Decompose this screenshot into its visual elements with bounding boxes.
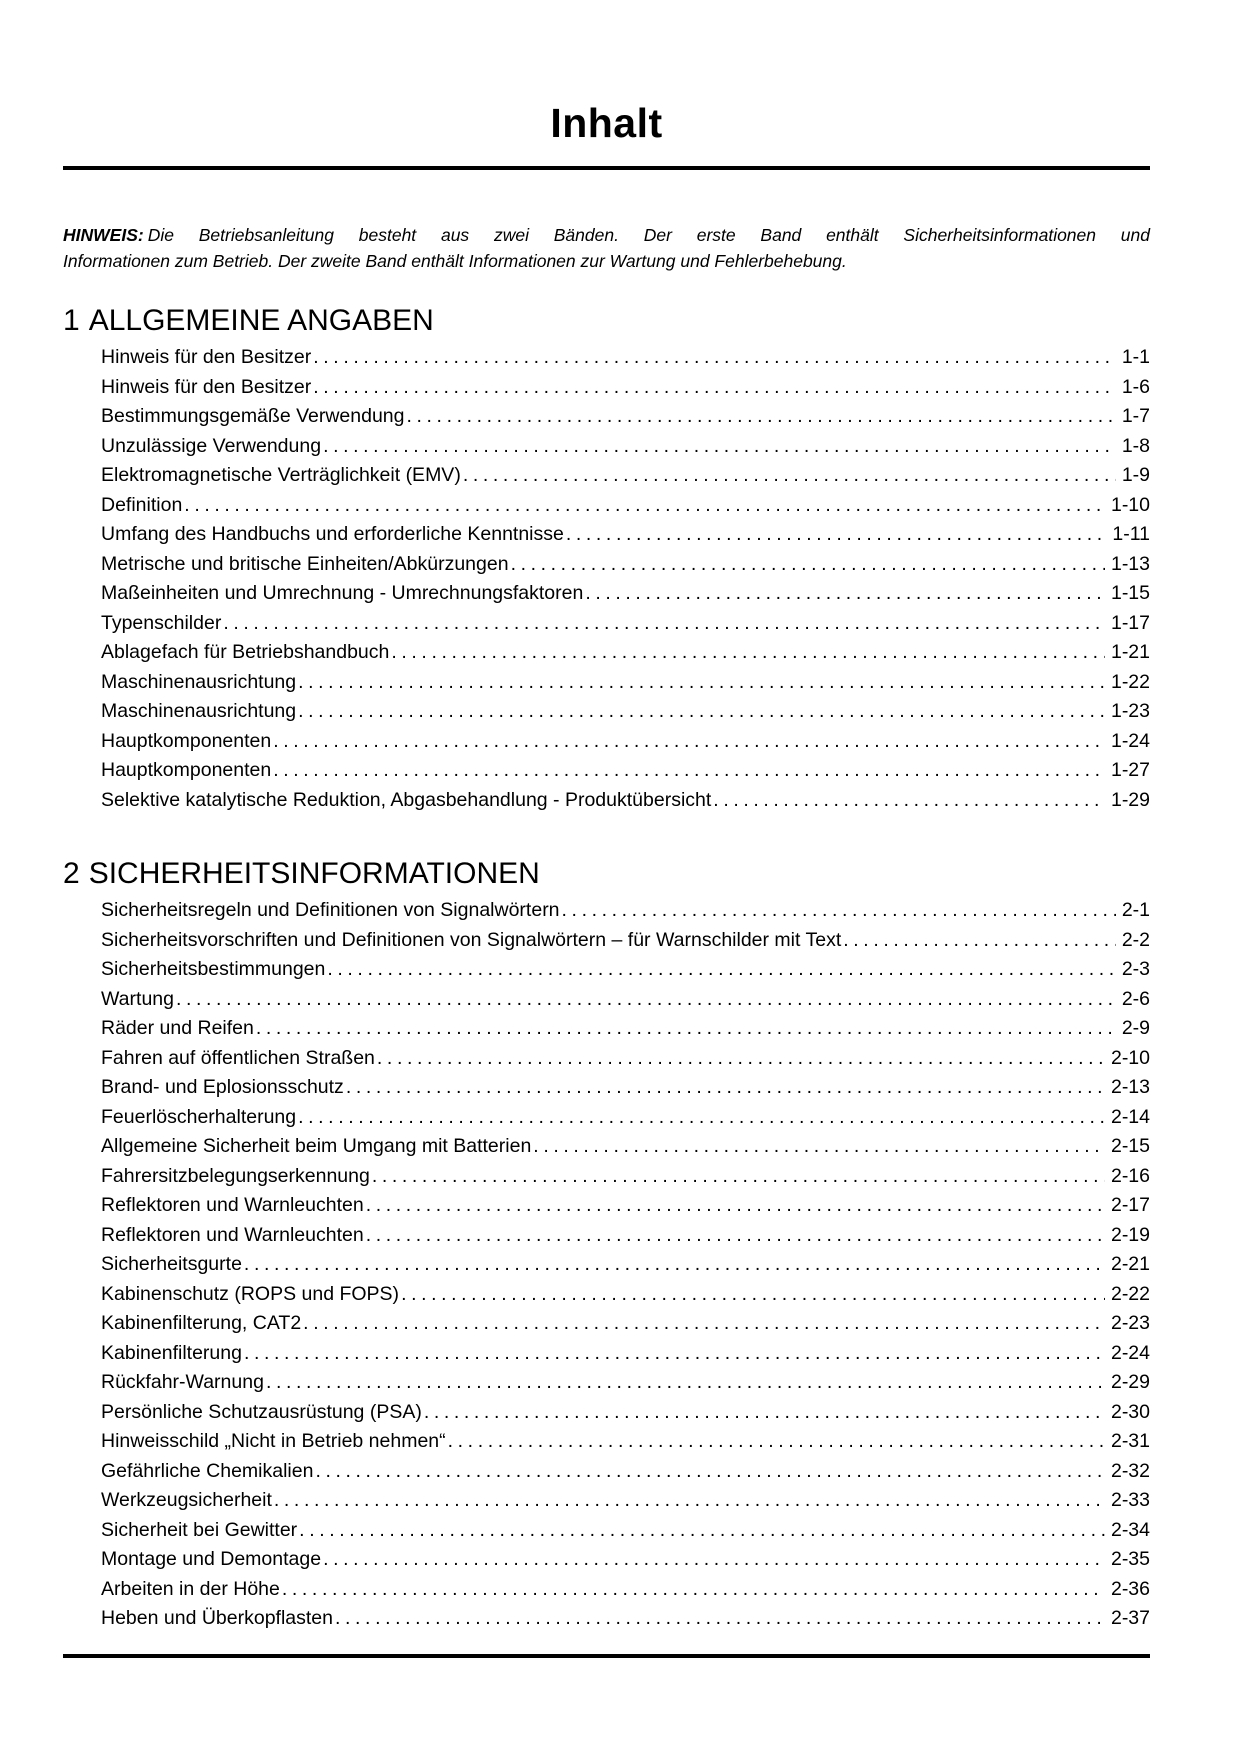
note-text-line-2: Informationen zum Betrieb. Der zweite Band enthält Informationen zur Wartung und Fehlerbehebung. <box>63 251 847 271</box>
dot-leader <box>256 1014 1116 1044</box>
toc-entry-page-number: 1-22 <box>1110 670 1150 693</box>
toc-entry-label: Feuerlöscherhalterung <box>101 1105 297 1128</box>
dot-leader <box>327 955 1115 985</box>
toc-entry-row <box>101 432 1150 462</box>
toc-entry-label: Reflektoren und Warnleuchten <box>101 1194 364 1216</box>
toc-entry-row <box>101 461 1150 491</box>
section-entries <box>63 896 1150 1634</box>
toc-entry-label: Fahren auf öffentlichen Straßen <box>101 1046 375 1069</box>
toc-entry-label: Montage und Demontage <box>101 1548 322 1570</box>
toc-entry-page-number: 2-32 <box>1110 1459 1150 1482</box>
toc-entry-row <box>101 1162 1150 1192</box>
toc-entry-label: Maßeinheiten und Umrechnung - Umrechnungsfaktoren <box>101 582 584 604</box>
dot-leader <box>315 1457 1105 1487</box>
toc-entry-page-number: 2-30 <box>1110 1400 1150 1423</box>
toc-entry-label: Definition <box>101 493 183 516</box>
toc-entry-page-number: 1-10 <box>1110 493 1150 516</box>
section-number: 1 <box>63 304 80 337</box>
dot-leader <box>511 550 1105 580</box>
toc-entry-page-number: 2-3 <box>1121 958 1150 980</box>
toc-entry-label: Hauptkomponenten <box>101 759 272 781</box>
toc-entry-label: Unzulässige Verwendung <box>101 434 322 457</box>
note-text-line-1: Die Betriebsanleitung besteht aus zwei Bänden. Der erste Band enthält Sicherheitsinformationen und <box>147 225 1150 245</box>
toc-entry-page-number: 2-33 <box>1110 1489 1150 1511</box>
toc-entry-page-number: 1-11 <box>1112 523 1150 545</box>
toc-entry-row <box>101 402 1150 432</box>
toc-entry-page-number: 1-9 <box>1121 464 1150 486</box>
dot-leader <box>323 1545 1105 1575</box>
footer-rule <box>63 1654 1150 1658</box>
toc-entry-label: Kabinenschutz (ROPS und FOPS) <box>101 1282 400 1305</box>
section-number: 2 <box>63 857 80 890</box>
toc-entry-label: Heben und Überkopflasten <box>101 1607 333 1629</box>
dot-leader <box>366 1221 1105 1251</box>
toc-entry-row <box>101 1103 1150 1133</box>
toc-entry-row <box>101 1073 1150 1103</box>
toc-entry-label: Fahrersitzbelegungserkennung <box>101 1164 370 1187</box>
note-paragraph-line-2 <box>63 248 1150 274</box>
toc-entry-page-number: 1-29 <box>1110 788 1150 811</box>
dot-leader <box>533 1132 1105 1162</box>
toc-entry-row <box>101 1486 1150 1516</box>
toc-entry-row <box>101 926 1150 956</box>
toc-entry-row <box>101 727 1150 757</box>
toc-entry-label: Hauptkomponenten <box>101 729 272 752</box>
dot-leader <box>323 432 1116 462</box>
toc-entry-row <box>101 1516 1150 1546</box>
dot-leader <box>223 609 1105 639</box>
dot-leader <box>585 579 1105 609</box>
dot-leader <box>713 786 1105 816</box>
toc-entry-row <box>101 609 1150 639</box>
dot-leader <box>303 1309 1105 1339</box>
toc-entry-page-number: 2-19 <box>1110 1223 1150 1246</box>
toc-entry-label: Ablagefach für Betriebshandbuch <box>101 641 390 663</box>
toc-entry-label: Werkzeugsicherheit <box>101 1489 272 1511</box>
toc-entry-row <box>101 1014 1150 1044</box>
toc-entry-page-number: 2-6 <box>1121 987 1150 1010</box>
toc-entry-label: Maschinenausrichtung <box>101 700 297 722</box>
dot-leader <box>377 1044 1105 1074</box>
toc-entry-label: Arbeiten in der Höhe <box>101 1577 280 1600</box>
toc-entry-row <box>101 1398 1150 1428</box>
dot-leader <box>366 1191 1105 1221</box>
dot-leader <box>266 1368 1105 1398</box>
dot-leader <box>299 1516 1105 1546</box>
toc-entry-row <box>101 1604 1150 1634</box>
toc-entry-label: Bestimmungsgemäße Verwendung <box>101 405 405 427</box>
toc-entry-label: Persönliche Schutzausrüstung (PSA) <box>101 1400 422 1423</box>
toc-entry-label: Umfang des Handbuchs und erforderliche Kenntnisse <box>101 523 564 545</box>
note-paragraph-line-1 <box>63 222 1150 248</box>
toc-entry-label: Hinweis für den Besitzer <box>101 375 312 398</box>
toc-entry-page-number: 1-8 <box>1121 434 1150 457</box>
toc-entry-row <box>101 756 1150 786</box>
toc-entry-row <box>101 1368 1150 1398</box>
toc-entry-row <box>101 373 1150 403</box>
toc-section <box>63 304 1150 815</box>
toc-entry-row <box>101 985 1150 1015</box>
dot-leader <box>448 1427 1105 1457</box>
toc-entry-label: Hinweis für den Besitzer <box>101 346 312 368</box>
dot-leader <box>335 1604 1105 1634</box>
dot-leader <box>424 1398 1105 1428</box>
dot-leader <box>184 491 1105 521</box>
toc-entry-label: Sicherheitsregeln und Definitionen von Signalwörtern <box>101 899 560 921</box>
toc-entry-row <box>101 550 1150 580</box>
toc-entry-label: Räder und Reifen <box>101 1017 254 1039</box>
dot-leader <box>843 926 1116 956</box>
toc-entry-page-number: 1-21 <box>1110 641 1150 663</box>
toc-entry-row <box>101 1545 1150 1575</box>
dot-leader <box>463 461 1116 491</box>
toc-entry-row <box>101 579 1150 609</box>
dot-leader <box>298 697 1105 727</box>
toc-entry-label: Selektive katalytische Reduktion, Abgasbehandlung - Produktübersicht <box>101 788 712 811</box>
toc-entry-page-number: 1-15 <box>1110 582 1150 604</box>
toc-entry-row <box>101 697 1150 727</box>
toc-entry-page-number: 1-23 <box>1110 700 1150 722</box>
page-title: Inhalt <box>550 100 663 146</box>
toc-entry-label: Typenschilder <box>101 611 222 634</box>
toc-entry-page-number: 2-13 <box>1110 1076 1150 1098</box>
toc-entry-row <box>101 1191 1150 1221</box>
toc-entry-page-number: 2-23 <box>1110 1312 1150 1334</box>
toc-entry-label: Reflektoren und Warnleuchten <box>101 1223 364 1246</box>
section-title: ALLGEMEINE ANGABEN <box>88 304 434 337</box>
toc-entry-label: Sicherheitsgurte <box>101 1253 242 1275</box>
toc-entry-row <box>101 1575 1150 1605</box>
dot-leader <box>313 343 1116 373</box>
toc-entry-page-number: 2-14 <box>1110 1105 1150 1128</box>
dot-leader <box>372 1162 1105 1192</box>
toc-entry-row <box>101 638 1150 668</box>
toc-entry-row <box>101 896 1150 926</box>
toc-entry-page-number: 2-37 <box>1110 1607 1150 1629</box>
toc-entry-label: Wartung <box>101 987 174 1010</box>
toc-entry-label: Elektromagnetische Verträglichkeit (EMV) <box>101 464 461 486</box>
toc-entry-page-number: 2-10 <box>1110 1046 1150 1069</box>
dot-leader <box>244 1339 1105 1369</box>
section-entries <box>63 343 1150 815</box>
toc-entry-label: Gefährliche Chemikalien <box>101 1459 314 1482</box>
toc-entry-label: Sicherheitsbestimmungen <box>101 958 326 980</box>
toc-entry-label: Hinweisschild „Nicht in Betrieb nehmen“ <box>101 1430 446 1452</box>
toc-entry-page-number: 2-15 <box>1110 1135 1150 1157</box>
title-divider-rule <box>63 166 1150 170</box>
toc-entry-label: Rückfahr-Warnung <box>101 1371 264 1393</box>
toc-entry-row <box>101 955 1150 985</box>
toc-entry-label: Kabinenfilterung <box>101 1341 242 1364</box>
dot-leader <box>176 985 1116 1015</box>
toc-entry-label: Maschinenausrichtung <box>101 670 297 693</box>
dot-leader <box>407 402 1116 432</box>
dot-leader <box>274 1486 1105 1516</box>
toc-entry-page-number: 1-17 <box>1110 611 1150 634</box>
toc-entry-row <box>101 520 1150 550</box>
toc-entry-page-number: 2-17 <box>1110 1194 1150 1216</box>
section-title: SICHERHEITSINFORMATIONEN <box>88 857 540 890</box>
toc-entry-row <box>101 786 1150 816</box>
dot-leader <box>298 668 1105 698</box>
toc-entry-page-number: 1-24 <box>1110 729 1150 752</box>
toc-entry-label: Allgemeine Sicherheit beim Umgang mit Batterien <box>101 1135 532 1157</box>
dot-leader <box>562 896 1116 926</box>
dot-leader <box>298 1103 1105 1133</box>
dot-leader <box>566 520 1107 550</box>
toc-entry-page-number: 2-29 <box>1110 1371 1150 1393</box>
dot-leader <box>282 1575 1105 1605</box>
dot-leader <box>273 727 1105 757</box>
toc-entry-label: Sicherheit bei Gewitter <box>101 1518 298 1541</box>
dot-leader <box>313 373 1116 403</box>
toc-entry-page-number: 2-35 <box>1110 1548 1150 1570</box>
note-label: HINWEIS: <box>63 225 144 245</box>
toc-entry-page-number: 1-7 <box>1121 405 1150 427</box>
toc-entry-page-number: 2-34 <box>1110 1518 1150 1541</box>
dot-leader <box>401 1280 1105 1310</box>
toc-entry-page-number: 2-1 <box>1121 899 1150 921</box>
dot-leader <box>391 638 1105 668</box>
toc-entry-row <box>101 1132 1150 1162</box>
toc-entry-page-number: 1-13 <box>1110 552 1150 575</box>
toc-entry-page-number: 2-31 <box>1110 1430 1150 1452</box>
toc-entry-row <box>101 1250 1150 1280</box>
toc-entry-row <box>101 1339 1150 1369</box>
toc-section <box>63 857 1150 1634</box>
toc-sections-container <box>63 304 1150 1634</box>
toc-entry-page-number: 2-16 <box>1110 1164 1150 1187</box>
toc-entry-page-number: 2-9 <box>1121 1017 1150 1039</box>
toc-entry-row <box>101 343 1150 373</box>
section-heading <box>63 857 1150 891</box>
toc-entry-row <box>101 1427 1150 1457</box>
dot-leader <box>346 1073 1105 1103</box>
toc-entry-label: Brand- und Eplosionsschutz <box>101 1076 344 1098</box>
toc-entry-row <box>101 1309 1150 1339</box>
toc-entry-page-number: 2-22 <box>1110 1282 1150 1305</box>
toc-entry-row <box>101 1457 1150 1487</box>
toc-entry-row <box>101 668 1150 698</box>
section-heading <box>63 304 1150 338</box>
toc-entry-page-number: 1-27 <box>1110 759 1150 781</box>
toc-entry-label: Kabinenfilterung, CAT2 <box>101 1312 302 1334</box>
toc-entry-page-number: 1-6 <box>1121 375 1150 398</box>
toc-entry-page-number: 2-21 <box>1110 1253 1150 1275</box>
toc-entry-page-number: 1-1 <box>1121 346 1150 368</box>
dot-leader <box>244 1250 1105 1280</box>
toc-entry-row <box>101 491 1150 521</box>
toc-entry-page-number: 2-36 <box>1110 1577 1150 1600</box>
toc-entry-row <box>101 1044 1150 1074</box>
toc-entry-page-number: 2-2 <box>1121 928 1150 951</box>
toc-entry-label: Sicherheitsvorschriften und Definitionen von Signalwörtern – für Warnschilder mit Text <box>101 928 842 951</box>
toc-entry-row <box>101 1280 1150 1310</box>
toc-entry-label: Metrische und britische Einheiten/Abkürzungen <box>101 552 509 575</box>
toc-entry-row <box>101 1221 1150 1251</box>
dot-leader <box>273 756 1105 786</box>
toc-entry-page-number: 2-24 <box>1110 1341 1150 1364</box>
